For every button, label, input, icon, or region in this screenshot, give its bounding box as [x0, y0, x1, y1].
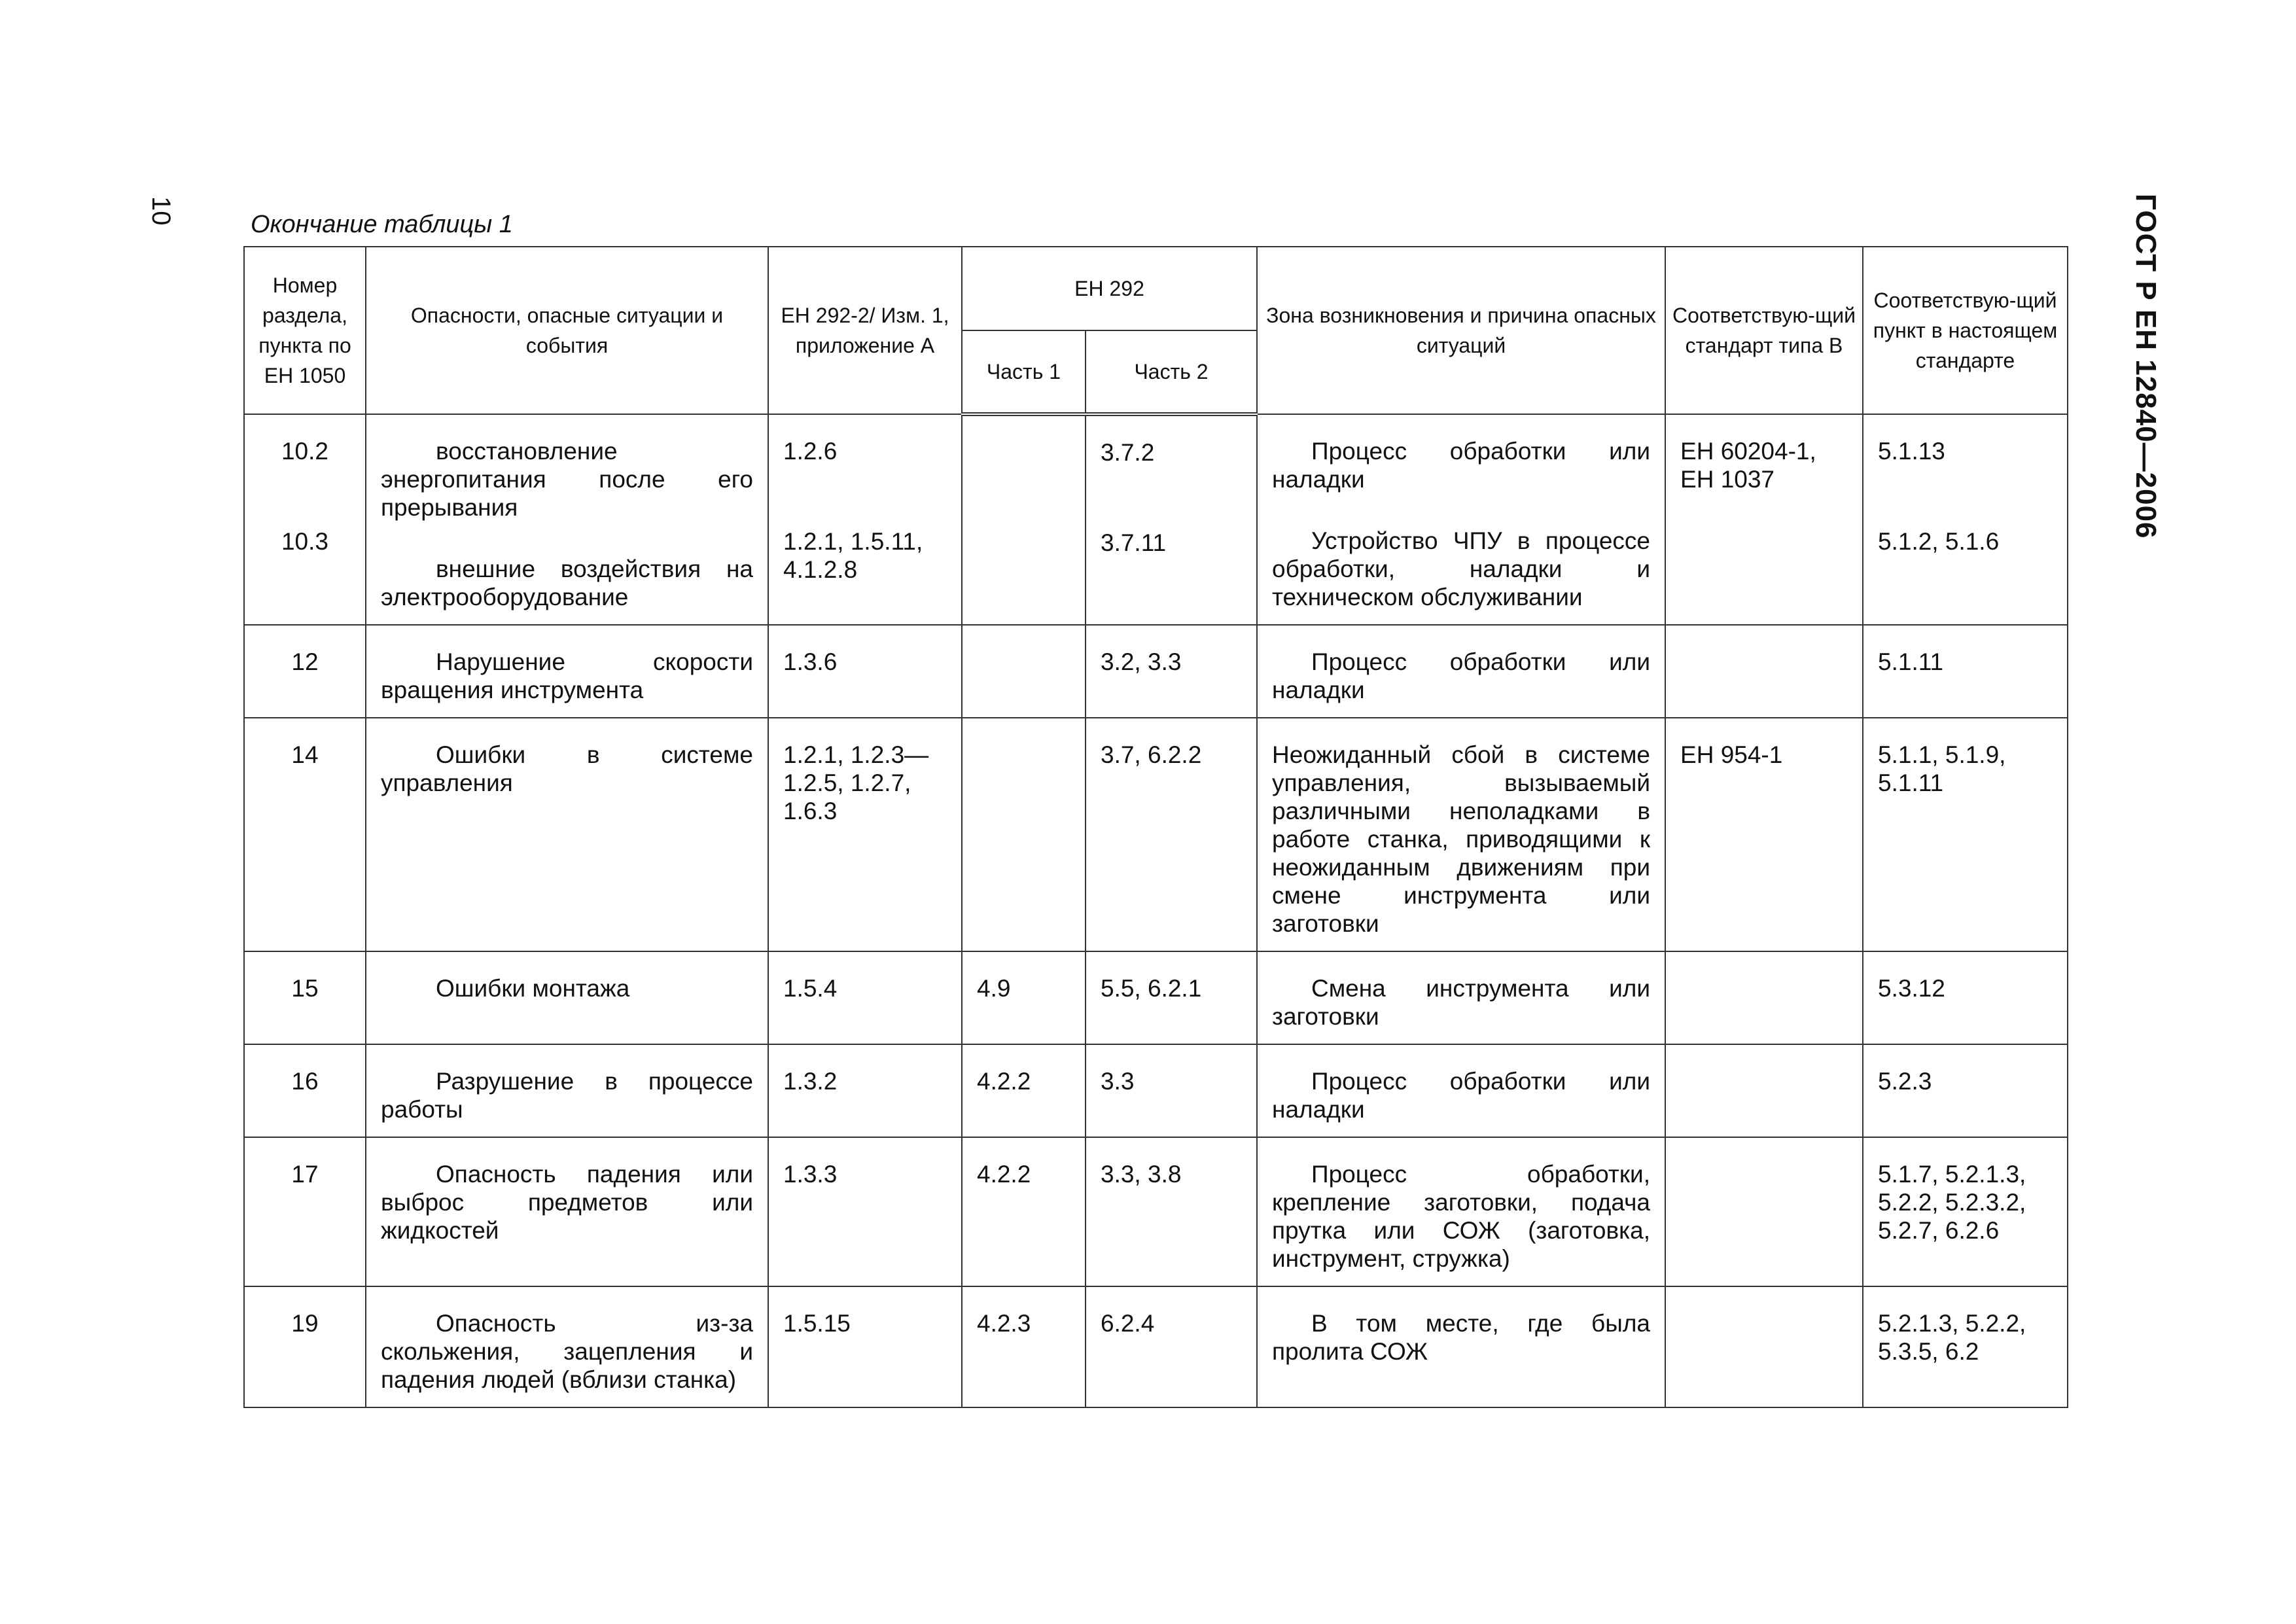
hazards-table: [243, 246, 2068, 1408]
cell-zone: Процесс обработки или наладки: [1257, 1044, 1665, 1137]
cell-part-2: 6.2.4: [1086, 1286, 1257, 1407]
page-number: 10: [147, 196, 175, 226]
cell-zone: Смена инструмента или заготовки: [1257, 951, 1665, 1044]
header-zone: Зона возникновения и причина опасных ситуаций: [1257, 247, 1665, 414]
cell-type-b-standard: [1665, 1044, 1863, 1137]
cell-en292-2: 1.5.4: [768, 951, 962, 1044]
table-row: [244, 625, 2068, 718]
document-code: ГОСТ Р ЕН 12840—2006: [2130, 194, 2162, 539]
cell-type-b-standard: [1665, 1137, 1863, 1286]
cell-clause: 5.3.12: [1863, 951, 2068, 1044]
cell-type-b-standard: [1665, 1286, 1863, 1407]
table-caption: Окончание таблицы 1: [251, 211, 513, 238]
header-type-b-standard: Соответствую-щий стандарт типа В: [1665, 247, 1863, 414]
cell-part-2: 3.7.2 3.7.11: [1086, 414, 1257, 625]
cell-part-1: 4.9: [962, 951, 1086, 1044]
cell-type-b-standard: ЕН 954-1: [1665, 718, 1863, 951]
cell-clause: 5.1.11: [1863, 625, 2068, 718]
header-en292-2: ЕН 292-2/ Изм. 1, приложение А: [768, 247, 962, 414]
header-section-number: Номер раздела, пункта по ЕН 1050: [244, 247, 366, 414]
cell-type-b-standard: ЕН 60204-1, ЕН 1037: [1665, 414, 1863, 625]
cell-clause: 5.1.1, 5.1.9, 5.1.11: [1863, 718, 2068, 951]
header-part-1: Часть 1: [962, 330, 1086, 414]
cell-type-b-standard: [1665, 625, 1863, 718]
table-row: [244, 414, 2068, 625]
cell-hazard: Опасность падения или выброс предметов или жидкостей: [366, 1137, 768, 1286]
cell-en292-2: 1.2.6 1.2.1, 1.5.11, 4.1.2.8: [768, 414, 962, 625]
cell-en292-2: 1.3.2: [768, 1044, 962, 1137]
cell-part-2: 3.3, 3.8: [1086, 1137, 1257, 1286]
cell-hazard: восстановление энергопитания после его прерывания внешние воздействия на электрооборудование: [366, 414, 768, 625]
cell-hazard: Нарушение скорости вращения инструмента: [366, 625, 768, 718]
cell-hazard: Ошибки монтажа: [366, 951, 768, 1044]
cell-type-b-standard: [1665, 951, 1863, 1044]
cell-part-1: 4.2.3: [962, 1286, 1086, 1407]
table-row: [244, 951, 2068, 1044]
cell-number: 14: [244, 718, 366, 951]
cell-zone: Процесс обработки или наладки: [1257, 625, 1665, 718]
table-row: [244, 1137, 2068, 1286]
cell-number: 19: [244, 1286, 366, 1407]
cell-en292-2: 1.5.15: [768, 1286, 962, 1407]
cell-clause: 5.2.1.3, 5.2.2, 5.3.5, 6.2: [1863, 1286, 2068, 1407]
cell-part-1: 4.2.2: [962, 1137, 1086, 1286]
cell-part-2: 3.2, 3.3: [1086, 625, 1257, 718]
cell-part-1: [962, 414, 1086, 625]
cell-zone: Процесс обработки или наладки Устройство ЧПУ в процессе обработки, наладки и техническом обслуживании: [1257, 414, 1665, 625]
cell-number: 12: [244, 625, 366, 718]
cell-clause: 5.2.3: [1863, 1044, 2068, 1137]
table-row: [244, 1044, 2068, 1137]
cell-zone: Неожиданный сбой в системе управления, вызываемый различными неполадками в работе станка, приводящими к неожиданным движениям при смене инструмента или заготовки: [1257, 718, 1665, 951]
cell-hazard: Ошибки в системе управления: [366, 718, 768, 951]
cell-clause: 5.1.7, 5.2.1.3, 5.2.2, 5.2.3.2, 5.2.7, 6.2.6: [1863, 1137, 2068, 1286]
cell-clause: 5.1.13 5.1.2, 5.1.6: [1863, 414, 2068, 625]
cell-zone: В том месте, где была пролита СОЖ: [1257, 1286, 1665, 1407]
cell-part-2: 3.7, 6.2.2: [1086, 718, 1257, 951]
cell-part-1: [962, 718, 1086, 951]
cell-en292-2: 1.3.3: [768, 1137, 962, 1286]
header-part-2: Часть 2: [1086, 330, 1257, 414]
table-row: [244, 718, 2068, 951]
cell-part-1: 4.2.2: [962, 1044, 1086, 1137]
cell-hazard: Разрушение в процессе работы: [366, 1044, 768, 1137]
cell-part-2: 3.3: [1086, 1044, 1257, 1137]
cell-part-1: [962, 625, 1086, 718]
cell-part-2: 5.5, 6.2.1: [1086, 951, 1257, 1044]
cell-en292-2: 1.3.6: [768, 625, 962, 718]
table-row: [244, 1286, 2068, 1407]
header-hazards: Опасности, опасные ситуации и события: [366, 247, 768, 414]
cell-en292-2: 1.2.1, 1.2.3—1.2.5, 1.2.7, 1.6.3: [768, 718, 962, 951]
header-en292: ЕН 292: [962, 247, 1257, 330]
cell-number: 15: [244, 951, 366, 1044]
cell-zone: Процесс обработки, крепление заготовки, подача прутка или СОЖ (заготовка, инструмент, стружка): [1257, 1137, 1665, 1286]
cell-hazard: Опасность из-за скольжения, зацепления и падения людей (вблизи станка): [366, 1286, 768, 1407]
cell-number: 16: [244, 1044, 366, 1137]
header-clause: Соответствую-щий пункт в настоящем стандарте: [1863, 247, 2068, 414]
cell-number: 17: [244, 1137, 366, 1286]
cell-number: 10.2 10.3: [244, 414, 366, 625]
